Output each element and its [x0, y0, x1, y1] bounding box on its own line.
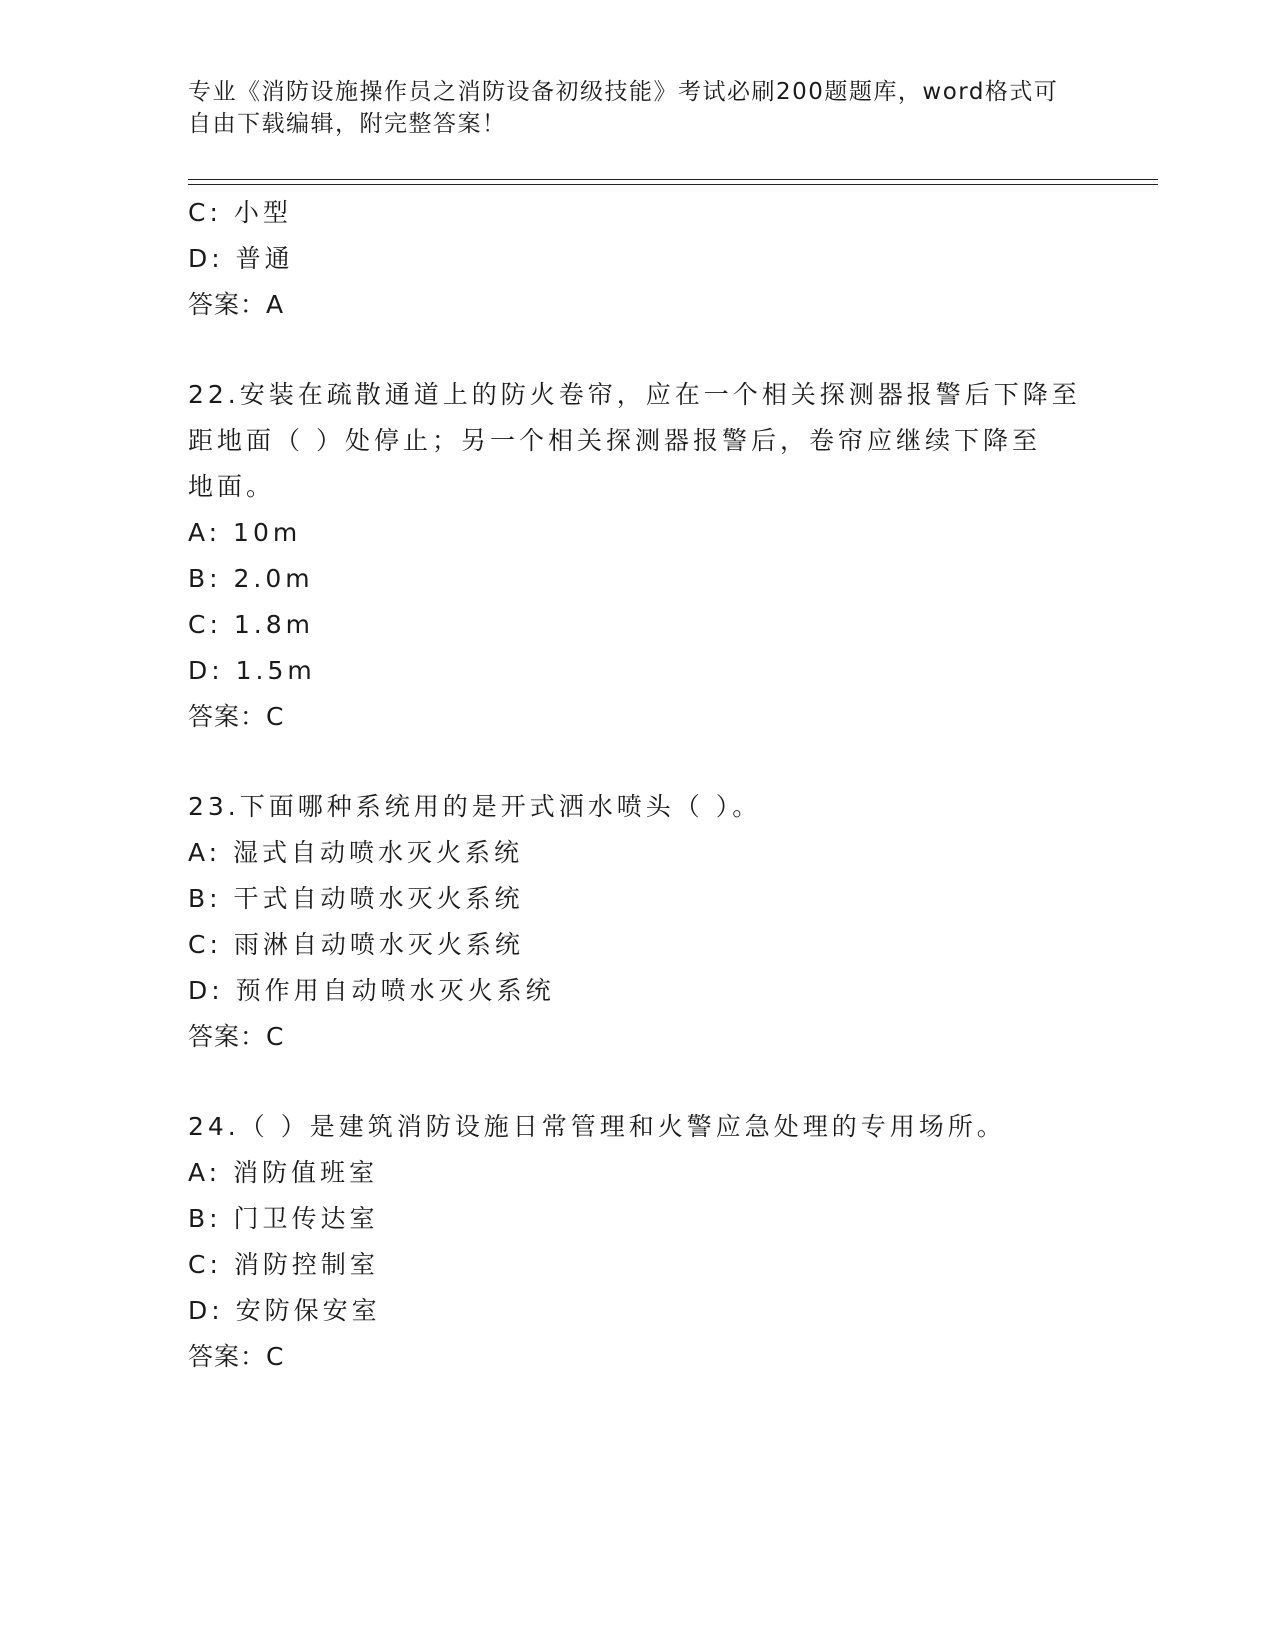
- header-line-2: 自由下载编辑，附完整答案！: [188, 111, 507, 137]
- document-header: [188, 76, 1088, 140]
- option-label: B:: [188, 884, 222, 913]
- option-label: D:: [188, 656, 224, 685]
- option-a: [188, 1150, 1088, 1196]
- option-text: 安防保安室: [235, 1296, 381, 1325]
- option-text: 预作用自动喷水灭火系统: [235, 976, 555, 1005]
- option-b: [188, 876, 1088, 922]
- spacer: [188, 740, 1088, 784]
- option-label: C:: [188, 1250, 222, 1279]
- option-label: D:: [188, 976, 224, 1005]
- option-a: [188, 510, 1088, 556]
- option-label: A:: [188, 1158, 222, 1187]
- question-24: [188, 1104, 1088, 1380]
- option-text: 10m: [233, 518, 302, 547]
- option-c: [188, 922, 1088, 968]
- option-d: [188, 968, 1088, 1014]
- option-label: A:: [188, 518, 222, 547]
- option-label: C:: [188, 930, 222, 959]
- header-divider-bottom: [188, 184, 1158, 185]
- question-stem-line: 地面。: [188, 472, 276, 501]
- question-stem-line: 22.安装在疏散通道上的防火卷帘，应在一个相关探测器报警后下降至: [188, 380, 1081, 409]
- answer-line: 答案：A: [188, 290, 285, 319]
- option-label: A:: [188, 838, 222, 867]
- question-list: [188, 190, 1088, 1380]
- option-label: B:: [188, 1204, 222, 1233]
- question-stem-line: 23.下面哪种系统用的是开式洒水喷头（ ）。: [188, 792, 762, 821]
- answer-line: 答案：C: [188, 1342, 285, 1371]
- spacer: [188, 1060, 1088, 1104]
- question-23: [188, 784, 1088, 1060]
- answer-line: 答案：C: [188, 1022, 285, 1051]
- option-text: 普通: [235, 244, 294, 273]
- prev-question-block: [188, 190, 1088, 328]
- spacer: [188, 328, 1088, 372]
- option-text: 雨淋自动喷水灭火系统: [233, 930, 524, 959]
- option-text: 门卫传达室: [233, 1204, 379, 1233]
- option-b: [188, 556, 1088, 602]
- option-label: C:: [188, 198, 222, 227]
- answer-line: 答案：C: [188, 702, 285, 731]
- option-text: 湿式自动喷水灭火系统: [233, 838, 524, 867]
- option-text: 1.8m: [233, 610, 314, 639]
- option-text: 消防控制室: [233, 1250, 379, 1279]
- option-text: 小型: [233, 198, 292, 227]
- option-d: [188, 648, 1088, 694]
- question-stem-line: 距地面（ ）处停止；另一个相关探测器报警后，卷帘应继续下降至: [188, 426, 1041, 455]
- option-label: D:: [188, 1296, 224, 1325]
- option-c: [188, 190, 1088, 236]
- option-c: [188, 1242, 1088, 1288]
- header-divider-top: [188, 179, 1158, 180]
- option-b: [188, 1196, 1088, 1242]
- option-d: [188, 1288, 1088, 1334]
- option-label: D:: [188, 244, 224, 273]
- option-label: C:: [188, 610, 222, 639]
- option-c: [188, 602, 1088, 648]
- option-text: 1.5m: [235, 656, 316, 685]
- option-text: 2.0m: [233, 564, 314, 593]
- header-line-1: 专业《消防设施操作员之消防设备初级技能》考试必刷200题题库，word格式可: [188, 79, 1059, 105]
- option-label: B:: [188, 564, 222, 593]
- option-text: 干式自动喷水灭火系统: [233, 884, 524, 913]
- option-text: 消防值班室: [233, 1158, 379, 1187]
- option-d: [188, 236, 1088, 282]
- question-22: [188, 372, 1088, 740]
- question-stem-line: 24.（ ）是建筑消防设施日常管理和火警应急处理的专用场所。: [188, 1112, 1006, 1141]
- option-a: [188, 830, 1088, 876]
